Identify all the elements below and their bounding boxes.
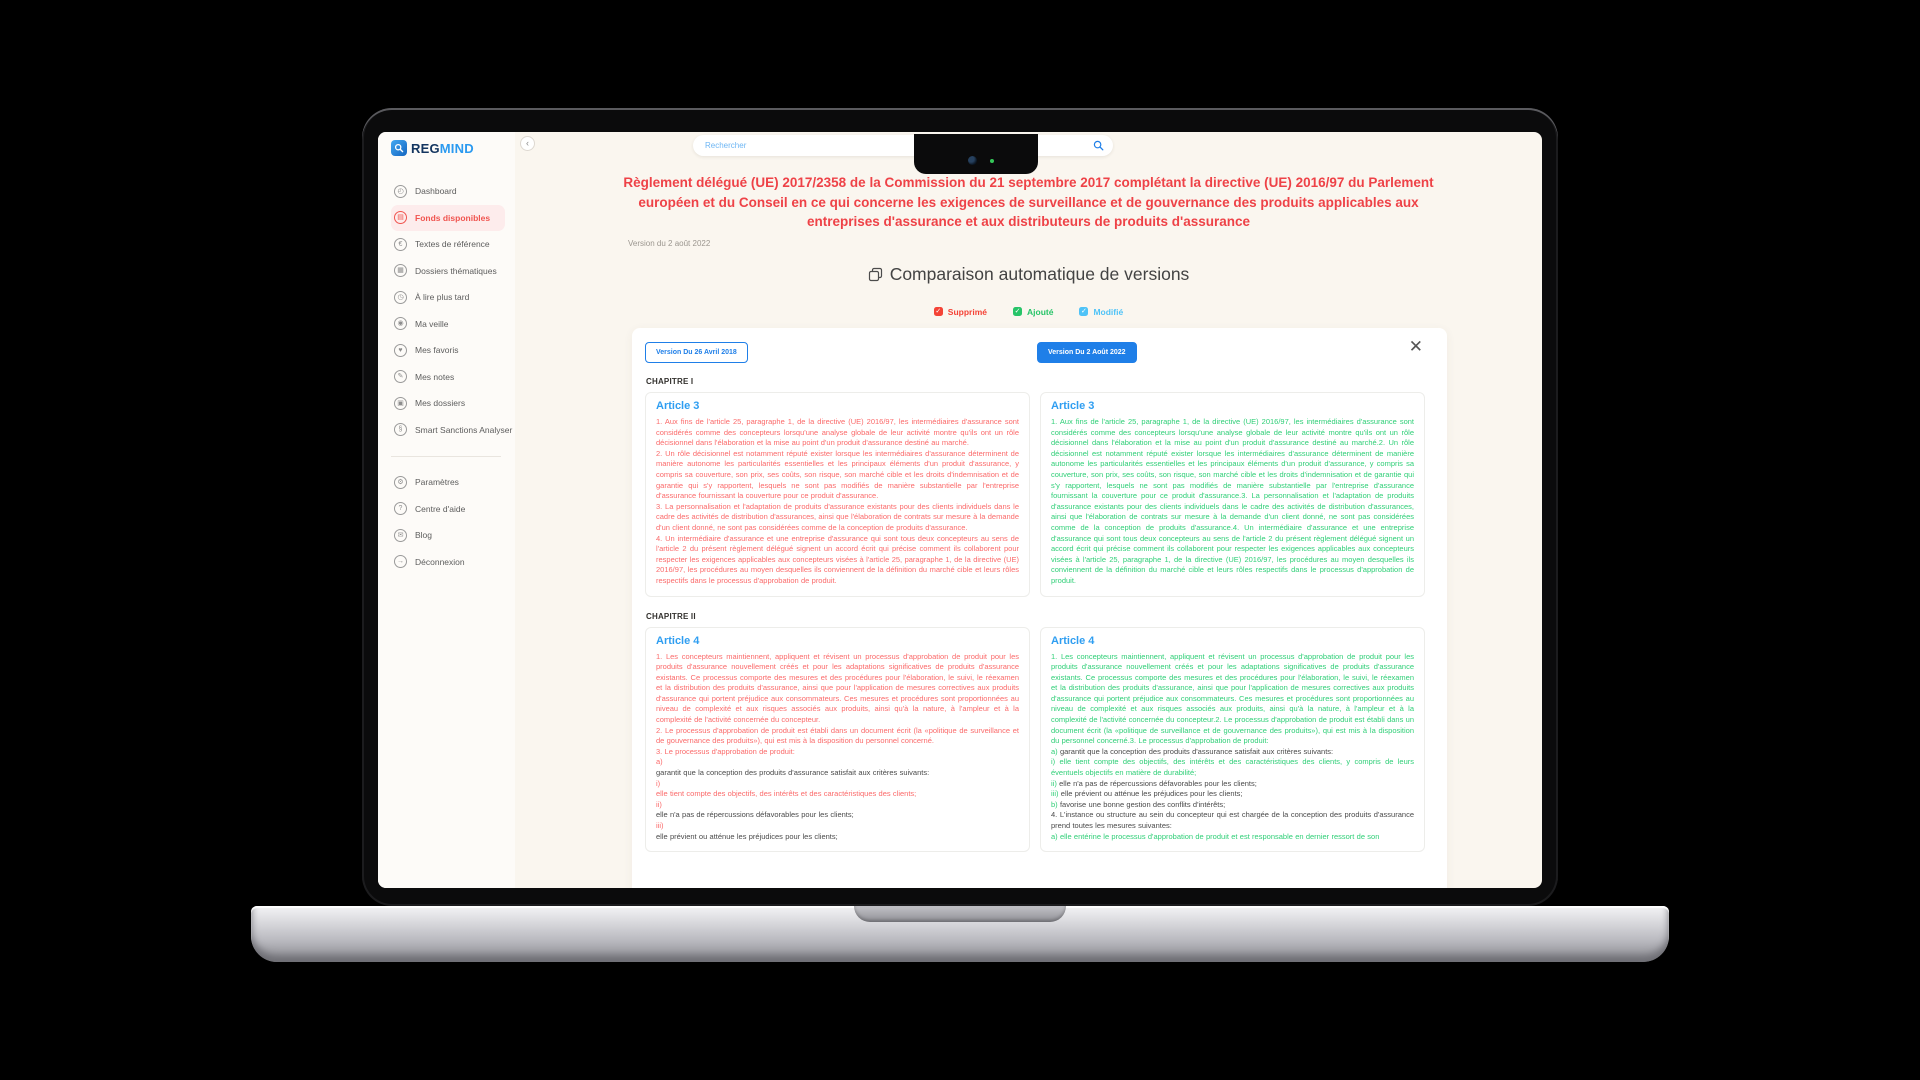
sidebar [378,132,515,888]
a-lire-plus-tard-icon: ◷ [394,291,407,304]
text-segment: a) [656,757,663,767]
legend-item [1013,307,1053,317]
text-segment: elle tient compte des objectifs, des intérêts et des caractéristiques des clients; [656,789,917,799]
document-version-label: Version du 2 août 2022 [628,238,711,248]
comparison-heading-text: Comparaison automatique de versions [889,263,1190,284]
sidebar-item-parametres[interactable]: ⚙ Paramètres [391,469,505,496]
sidebar-item-mes-notes[interactable]: ✎ Mes notes [391,364,505,391]
main-content [515,132,1542,888]
sidebar-item-dashboard[interactable]: ◴ Dashboard [391,178,505,205]
text-segment: 3. Le processus d'approbation de produit: [656,746,795,756]
dashboard-icon: ◴ [394,185,407,198]
legend-checkbox[interactable]: ✓ [1081,308,1087,315]
text-segment: a) elle entérine le processus d'approbation de produit et est responsable en dernier ressort de son [1051,831,1380,841]
legend-checkbox[interactable]: ✓ [935,308,942,315]
article-title: Article 3 [1051,400,1095,412]
text-segment: a) garantit que la conception des produits d'assurance satisfait aux critères suivants: [1051,746,1334,756]
smart-sanctions-analyser-icon: § [394,423,407,436]
text-segment: elle n'a pas de répercussions défavorables pour les clients; [656,810,854,820]
sidebar-item-mes-favoris[interactable]: ♥ Mes favoris [391,337,505,364]
article-title: Article 4 [1051,634,1095,647]
article-box-new-version [1040,627,1425,853]
search-input[interactable] [693,135,1113,156]
mes-dossiers-icon: ▣ [394,397,407,410]
chapter-section [645,377,1434,597]
sidebar-footer-nav [391,469,515,575]
chapter-row [645,627,1434,853]
comparison-card [632,328,1447,888]
text-segment: i) [656,778,661,788]
close-icon[interactable]: ✕ [1408,337,1423,356]
segment-marker: a) [1051,746,1060,756]
brand-logo[interactable] [391,140,515,156]
legend-item [934,307,987,317]
text-segment: elle prévient ou atténue les préjudices pour les clients; [656,831,838,841]
text-segment: iii) elle prévient ou atténue les préjudices pour les clients; [1051,789,1243,799]
segment-marker: a) [1051,831,1060,841]
sidebar-item-deconnexion[interactable]: → Déconnexion [391,549,505,576]
article-body [656,417,1019,587]
legend-label: Supprimé [947,306,987,317]
chapter-label: CHAPITRE I [646,377,694,386]
blog-icon: ✉ [394,529,407,542]
article-title: Article 4 [656,634,700,647]
sidebar-item-dossiers-thematiques[interactable]: ▦ Dossiers thématiques [391,258,505,285]
laptop-lid [362,108,1558,906]
article-title: Article 3 [656,400,700,412]
text-segment: ii) elle n'a pas de répercussions défavorables pour les clients; [1051,778,1257,788]
legend-label: Ajouté [1027,306,1054,317]
text-segment: 4. Un intermédiaire d'assurance et une entreprise d'assurance qui sont tous deux concepteurs au sens de l'article 2 du présent règlement délégué signent un accord écrit qui précise comment ils collaborent pour respecter les exigences applicables aux concepteurs visées à l'article 25, paragraphe 1, de la directive (UE) 2016/97, les procédures au moyen desquelles ils conviennent de la définition du marché cible et leurs rôles respectifs dans le processus d'approbation de produit. [656,533,1019,585]
legend-checkbox[interactable]: ✓ [1014,308,1021,315]
text-segment: b) favorise une bonne gestion des conflits d'intérêts; [1051,799,1226,809]
comparison-legend [515,307,1542,317]
text-segment: iii) [656,821,664,830]
fonds-disponibles-icon: ▤ [394,211,407,224]
legend-item [1079,307,1123,317]
version-new-button[interactable]: Version Du 2 Août 2022 [1037,342,1137,363]
centre-aide-icon: ? [394,502,407,515]
comparison-heading [515,264,1542,285]
text-segment: 2. Un rôle décisionnel est notamment réputé exister lorsque les intermédiaires d'assurance déterminent de manière autonome les particularités essentielles et les principaux éléments d'un produit d'assurance, y compris sa couverture, son prix, ses coûts, son risque, son marché cible et les droits d'indemnisation et de garantie qui s'y rapportent, lesquels ne sont pas modifiés de manière substantielle par l'entreprise d'assurance fournissant la couverture pour ce produit d'assurance. [656,448,1019,501]
sidebar-collapse-button[interactable]: ‹ [520,136,535,151]
segment-marker: b) [1051,799,1060,809]
text-segment: 3. La personnalisation et l'adaptation de produits d'assurance existants pour des clients individuels dans le cadre des activités de distribution d'assurances, ainsi que l'élaboration de contrats sur mesure à la demande d'un client donné, ne sont pas considérées comme de la conception de produits d'assurance. [656,501,1019,532]
text-segment: 2. Le processus d'approbation de produit est établi dans un document écrit (la «politique de surveillance et de gouvernance des produits»), qui est mis à la disposition du personnel concerné. [656,725,1019,746]
textes-de-reference-icon: € [394,238,407,251]
article-box-old-version [645,627,1030,853]
text-segment: 1. Aux fins de l'article 25, paragraphe 1, de la directive (UE) 2016/97, les intermédiaires d'assurance sont considérés comme des concepteurs lorsqu'une analyse globale de leur activité montre qu'ils ont un rôle décisionnel dans l'élaboration et la mise au point d'un produit d'assurance destiné au marché. [656,417,1019,448]
sidebar-item-smart-sanctions-analyser[interactable]: § Smart Sanctions Analyser [391,417,505,444]
article-box-new-version [1040,392,1425,597]
legend-label: Modifié [1093,306,1124,317]
text-segment: 1. Les concepteurs maintiennent, appliquent et révisent un processus d'approbation de produit pour les produits d'assurance nouvellement créés et pour les adaptations significatives de produits d'assurance existants. Ce processus comporte des mesures et des procédures pour l'élaboration, le suivi, le réexamen et la distribution des produits d'assurance, ainsi que pour l'application de mesures correctives aux produits d'assurance qui portent préjudice aux consommateurs. Ces mesures et procédures sont proportionnées au niveau de complexité et aux risques associés aux produits, ainsi qu'à la nature, à l'ampleur et à la complexité de l'activité concernée du concepteur.2. Le processus d'approbation de produit est établi dans un document écrit (la «politique de surveillance et de gouvernance des produits»), qui est mis à la disposition du personnel concerné.3. Le processus d'approbation de produit: [1051,651,1414,746]
article-body [656,652,1019,843]
chapter-row [645,392,1434,597]
chapter-section [645,612,1434,853]
segment-marker: iii) [1051,789,1061,799]
camera-icon [968,156,977,165]
text-segment: garantit que la conception des produits d'assurance satisfait aux critères suivants: [656,768,930,778]
laptop-screen [378,132,1542,888]
ma-veille-icon: ◉ [394,317,407,330]
search-icon[interactable] [1093,140,1104,151]
text-segment: 1. Aux fins de l'article 25, paragraphe 1, de la directive (UE) 2016/97, les intermédiaires d'assurance sont considérés comme des concepteurs lorsqu'une analyse globale de leur activité montre qu'ils ont un rôle décisionnel dans l'élaboration et la mise au point d'un produit d'assurance destiné au marché.2. Un rôle décisionnel est notamment réputé exister lorsque les intermédiaires d'assurance déterminent de manière autonome les particularités essentielles et les principaux éléments d'un produit d'assurance, y compris sa couverture, son prix, ses coûts, son risque, son marché cible et les droits d'indemnisation et de garantie qui s'y rapportent, lesquels ne sont pas modifiés de manière substantielle par l'entreprise d'assurance fournissant la couverture pour ce produit d'assurance.3. La personnalisation et l'adaptation de produits d'assurance existants pour des clients individuels dans le cadre des activités de distribution d'assurances, ainsi que l'élaboration de contrats sur mesure à la demande d'un client donné, ne sont pas considérées comme de la conception de produits d'assurance.4. Un intermédiaire d'assurance et une entreprise d'assurance qui sont tous deux concepteurs au sens de l'article 2 du présent règlement délégué signent un accord écrit qui précise comment ils collaborent pour respecter les exigences applicables aux concepteurs visées à l'article 25, paragraphe 1, de la directive (UE) 2016/97, les procédures au moyen desquelles ils conviennent de la définition du marché cible et leurs rôles respectifs dans le processus d'approbation de produit. [1051,417,1414,585]
sidebar-item-mes-dossiers[interactable]: ▣ Mes dossiers [391,390,505,417]
sidebar-item-blog[interactable]: ✉ Blog [391,522,505,549]
text-segment: i) elle tient compte des objectifs, des intérêts et des caractéristiques des clients, y compris de leurs éventuels objectifs en matière de durabilité; [1051,757,1414,778]
sidebar-item-fonds-disponibles[interactable]: ▤ Fonds disponibles [391,205,505,232]
article-body [1051,652,1414,843]
parametres-icon: ⚙ [394,476,407,489]
laptop-base-notch [854,906,1066,922]
sidebar-item-centre-aide[interactable]: ? Centre d'aide [391,496,505,523]
brand-name: REGMIND [411,140,474,156]
sidebar-nav [391,178,515,443]
camera-led-icon [990,159,994,163]
sidebar-item-ma-veille[interactable]: ◉ Ma veille [391,311,505,338]
text-segment: ii) [656,799,662,809]
laptop-base [251,906,1669,962]
text-segment: 4. L'instance ou structure au sein du concepteur qui est chargée de la conception des produits d'assurance prend toutes les mesures suivantes: [1051,810,1414,830]
version-old-button[interactable]: Version Du 26 Avril 2018 [645,342,748,363]
version-buttons-row [645,342,1434,363]
segment-marker: ii) [1051,778,1060,788]
deconnexion-icon: → [394,555,407,568]
sidebar-item-a-lire-plus-tard[interactable]: ◷ À lire plus tard [391,284,505,311]
mes-notes-icon: ✎ [394,370,407,383]
mes-favoris-icon: ♥ [394,344,407,357]
article-body [1051,417,1414,587]
segment-marker: i) [1051,757,1060,767]
dossiers-thematiques-icon: ▦ [394,264,407,277]
article-box-old-version [645,392,1030,597]
camera-notch [914,134,1038,174]
compare-versions-icon [868,267,883,282]
text-segment: 1. Les concepteurs maintiennent, appliquent et révisent un processus d'approbation de produit pour les produits d'assurance nouvellement créés et pour les adaptations significatives de produits d'assurance existants. Ce processus comporte des mesures et des procédures pour l'élaboration, le suivi, le réexamen et la distribution des produits d'assurance, ainsi que pour l'application de mesures correctives aux produits d'assurance qui portent préjudice aux consommateurs. Ces mesures et procédures sont proportionnées au niveau de complexité et aux risques associés aux produits, ainsi qu'à la nature, à l'ampleur et à la complexité de l'activité concernée du concepteur. [656,651,1019,725]
brand-logo-icon [391,140,407,156]
sidebar-item-textes-de-reference[interactable]: € Textes de référence [391,231,505,258]
search-bar [693,135,1113,156]
sidebar-divider [391,456,501,457]
chapter-label: CHAPITRE II [646,611,696,621]
document-title: Règlement délégué (UE) 2017/2358 de la Commission du 21 septembre 2017 complétant la directive (UE) 2016/97 du Parlement européen et du Conseil en ce qui concerne les exigences de surveillance et de gouvernance des produits applicables aux entreprises d'assurance et aux distributeurs de produits d'assurance [623,175,1434,229]
chapters-container [645,377,1434,852]
